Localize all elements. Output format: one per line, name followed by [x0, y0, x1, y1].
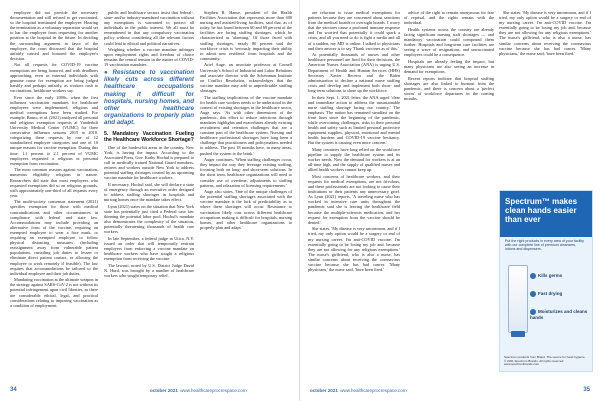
left-column-1	[10, 10, 98, 309]
paragraph: Hospitals are already feeling the impact, but many physicians are also seeing an increase in demand for exemptions.	[404, 58, 494, 75]
paragraph: Stephen R. Hanse, president of the Health Facilities Association that represents more than 400 nursing and assisted-living facilities, said that, as of today, he has found between 60 and 69 percent of the facilities are facing staffing shortages, which he characterized as 'alarming.' Of those faced with staffing shortages, nearly 80 percent said the workforce crisis is 'seriously impacting their ability to admit new residents' from hospitals and the community.	[200, 10, 292, 61]
site-url: www.healthcareprocrespace.com	[340, 388, 407, 393]
paragraph: The multi-society consensus statement (2021) specifies exemption for those with medical contraindications and other circumstances in compliance with federal and state law. Accommodations may include providing an alternative form of the vaccine, requiring an exempted employee to wear a face mask, or requiring an exempted employee to follow physical distancing measures (including reassignment away from vulnerable patient populations, curtailing job duties to lessen or eliminate direct patient contact, or allowing the employee to work remotely if feasible). The law requires that accommodations be tailored to the individual employee and their job duties.	[10, 199, 98, 276]
paragraph: Many countries have long relied on the workforce pipeline to supply the healthcare system and its worker needs. Now the demand for workers is at an all-time high, and the supply of qualified nurses and allied health workers cannot keep up.	[308, 146, 400, 173]
right-column-3	[499, 10, 591, 185]
paragraph: Lynn (2021) states on the situation that New York state has potentially just cited a Federal case law thinning the potential labor pool. Hochul's mandate also demonstrates the complexity of the situation, potentially threatening thousands of health care workers.	[104, 203, 194, 235]
ad-footer: Spectrum products from Brand. The source for hand hygiene. © 2021 Spectrum Brands. All rights reserved. www.spectrumbrands.com	[504, 355, 586, 367]
site-url: www.healthcareprocrespace.com	[180, 388, 247, 393]
paragraph: employee did not provide the necessary documentation and still refused to get vaccinated, so the hospital terminated the employee. Hearing the termination as a voluntary separation would set to bar the employee from requesting for another position at the hospital in the future. In deciding the surrounding argument in favor of the employee, the court discussed that the hospital unfairly caused and honored the employee's decision.	[10, 10, 98, 61]
paragraph: public and healthcare sectors insist that federal-, state- and/or industry-mandated vaccination without any exemptions is warranted to protect all individuals in the public interest. We all must be remembered in that any compulsory vaccination policy without considering all the relevant factors could lead to ethical and political narratives.	[104, 10, 194, 46]
paragraph: Auger continues, 'When staffing challenges occur, they impact the way they leverage existing staffing, focusing both on long- and short-term solutions. In the short term, healthcare organizations will need to consider use of overtime, adjustments to staffing patterns, and relaxation of licensing requirements.'	[200, 157, 292, 188]
left-column-2	[104, 10, 194, 280]
ad-header	[500, 191, 592, 237]
paragraph: Auge also states, 'One of the unique challenges of the potential staffing shortages associated with the vaccine mandate is the lack of predictability as to where these shortages will occur. Resistance to vaccination likely cuts across different healthcare occupations making it difficult for hospitals, nursing homes, and other healthcare organizations to properly plan and adapt.'	[200, 189, 292, 230]
lotion-bottle-icon	[508, 265, 528, 333]
quote-bullet-icon: ●	[104, 69, 111, 77]
paragraph: The lawsuit, noted by U.S. District Judge David N. Hurd, was brought by a number of healthcare workers who sought temporary relief.	[104, 262, 194, 278]
paragraph: One of the hardest-hit areas in the country, New York, is having the impact. According to the Associated Press, Gov. Kathy Hochul is prepared to call in medically trained National Guard members, retirees and workers outside New York to address potential staffing shortages created by an upcoming vaccine mandate for healthcare workers.	[104, 144, 194, 181]
paragraph: The staffing implications of the vaccine mandate for health care workers needs to be understood in the context of existing shortages in the healthcare sector, Auge says. 'As with other dimensions of the pandemic, this effort to reduce infections through mandates highlights and exacerbates already existing recruitment and retention challenges that are a constant part of the healthcare system. Nursing and healthcare professional shortages have long been a challenge that practitioners and policymakers needed to address. The past 18 months have, in many areas, pushed the system to the brink.'	[200, 94, 292, 156]
ad-feature: Moisturizes and cleans hands	[530, 309, 588, 320]
paragraph: Recent reports indicate that hospital staffing shortages are also linked to burnout from the pandemic, and there is concern about a 'perfect storm' of workforce departures in the coming months.	[404, 75, 494, 101]
paragraph: She states, 'My disease is very uncommon, and if I tried, my only option would be a surgery or end of my nursing career. I'm anti-COVID vaccine. I'm essentially going to be losing my job and, because they are not allowing for any religious exemptions.' The nurse's girlfriend, who is also a nurse, has similar concerns about receiving the coronavirus vaccine because she has had cancer. 'Many physicians,' the nurse said, 'have been fired.'	[308, 226, 400, 273]
paragraph: The most common reasons against vaccination, numerous eligibility religions in nature. Researchers did state that most employees who requested exemptions did so on religious grounds, with approximately one-third of all requests every year.	[10, 167, 98, 198]
ad-title: Spectrum™ makes clean hands easier than ever	[505, 197, 578, 224]
paragraph: are reluctant to issue medical exemptions for patients because they are concerned about sanctions from the medical boards or oversight boards. I worry that the vaccines cause a profound immune response and I'm worried that potentially it could spark a crisis, and all you need to do is fight a media and all of a sudden, my MD is online. I talked to physicians and their answer is to say 'Thank vaccines as of this.'	[308, 10, 400, 51]
page-number: 34	[10, 387, 17, 393]
section-subhead: 5. Mandatory Vaccination Fueling the Healthcare Workforce Shortage?	[104, 130, 194, 143]
paragraph: If necessary, Hochul said, she will declare a state of emergency through an executive order designed to address staffing shortages in hospitals and nursing homes once the mandate takes effect.	[104, 181, 194, 203]
spectrum-ad[interactable]	[499, 190, 593, 372]
paragraph: Weighing whether a vaccine mandate infringes upon employment rights and freedom of choice remains the central tension in the matter of COVID-19 vaccination mandates.	[104, 47, 194, 68]
paragraph: Ever since the early 2000s, when the first influenza vaccination mandates for healthcare employees were implemented, religious and medical exemptions have been studied. For example, Bruno, et al. (2021) analyzed all personal and religious exemption requests at Vanderbilt University Medical Center (VUMC) for three consecutive influenza seasons 2015 to 2018, categorizing these requests by one of 12 standardized employee categories and one of 10 unique reasons for vaccine exemption. During this time, 1.1 percent to 2.1 percent of VUMC employees requested a religious or personal exemption from vaccination.	[10, 94, 98, 166]
pull-quote	[104, 69, 194, 127]
left-footer	[10, 387, 17, 393]
right-footer-meta	[310, 388, 407, 393]
issue-label: october 2021	[310, 388, 338, 393]
right-column-1	[308, 10, 400, 380]
ad-subtitle: Put the right products in every area of your facility with our complete line of premium cleansers, lotions and dispensers.	[505, 239, 584, 252]
paragraph: Health systems across the country are already facing significant nursing staff shortages — and mandatory vaccination could compound them further. Hospitals and long-term care facilities are seeing a wave of resignations, and unvaccinated employees could be a consequence.	[404, 26, 494, 58]
paragraph: In late September, a federal judge in Utica, N.Y. issued an order that will temporarily restrain employers from enforcing a vaccine mandate on healthcare workers who have sought a religious exemption from receiving the vaccine.	[104, 235, 194, 262]
pull-quote-text: Resistance to vaccination likely cuts across different healthcare occupations making it difficult for hospitals, nursing homes, and other healthcare organizations to properly plan and adapt.	[104, 69, 194, 127]
paragraph: In their Sept. 1, 2021 letter, the ANA urged 'clear and immediate action to address the unsustainable nurse staffing shortage facing our country.' The emphasis 'The nation has remained steadfast on the front lines since the beginning of the pandemic, while overcoming challenges, risks to their personal health and safety such as limited personal protective equipment supplies, physical, emotional and mental health burdens and COVID-19 vaccine hesitancy. But the system is causing even more concern.'	[308, 94, 400, 146]
paragraph: At potentially thousands of nurses and other healthcare personnel are fired for their decisions, the American Nurses Association (ANA) is urging U.S. Department of Health and Human Services (HHS) Secretary Xavier Becerra and the Biden administration to declare a national nurse staffing crisis and develop and implement both short- and long-term solutions to shore up the workforce.	[308, 52, 400, 93]
left-footer-meta	[150, 388, 247, 393]
issue-label: october 2021	[150, 388, 178, 393]
paragraph: She states, 'My disease is very uncommon, and if I tried, my only option would be a surgery or end of my nursing career. I'm anti-COVID vaccine. I'm essentially going to be losing my job and, because they are not allowing for any religious exemptions.' The nurse's girlfriend, who is also a nurse, has similar concerns about receiving the coronavirus vaccine because she has had cancer. 'Many physicians,' the nurse said, 'have been fired.'	[499, 10, 591, 56]
right-footer	[583, 387, 590, 393]
page-number: 35	[583, 387, 590, 393]
paragraph: Ariel Auge, an associate professor at Cornell University's School of Industrial and Labor Relations and associate director with the Scheinman Institute on Conflict Resolution, acknowledges that the vaccine mandate may add to unpredictable staffing shortages.	[200, 62, 292, 93]
paragraph: Most concerns of healthcare workers, and their requests for medical exemptions, are not frivolous, and these professionals are not looking to cause their institutions or their patients any unnecessary grief. As Lynn (2021) reports, 'A traveling nurse who has worked in intensive care units throughout the pandemic said she is leaving the healthcare field because the multiple-sclerosis medication, and her request for exemption from the vaccine should be denied.'	[308, 173, 400, 225]
left-column-3	[200, 10, 292, 231]
paragraph: Not all requests for COVID-19 vaccine exemptions are being honored, and with deadlines approaching, even as external individuals with genuine cause for exemption are being judged harshly and perhaps unfairly, as workers rush to vaccinations, healthcare workers say.	[10, 62, 98, 93]
ad-feature: Kills germs	[530, 273, 588, 279]
right-column-2	[404, 10, 494, 380]
ad-feature: Fast drying	[530, 291, 588, 297]
paragraph: advice of the right to remain anonymous for fear of reprisal, and the rights remain with the individual.	[404, 10, 494, 26]
paragraph: Mandating vaccination at the ultimate weapon in the strategy against SARS-CoV-2 is not without its potential infringement upon civil liberties, as there are considerable ethical, legal, and practical considerations relating to imposing vaccination as a condition of employment.	[10, 277, 98, 308]
germ-icon	[530, 273, 536, 279]
drop-icon	[530, 291, 536, 297]
